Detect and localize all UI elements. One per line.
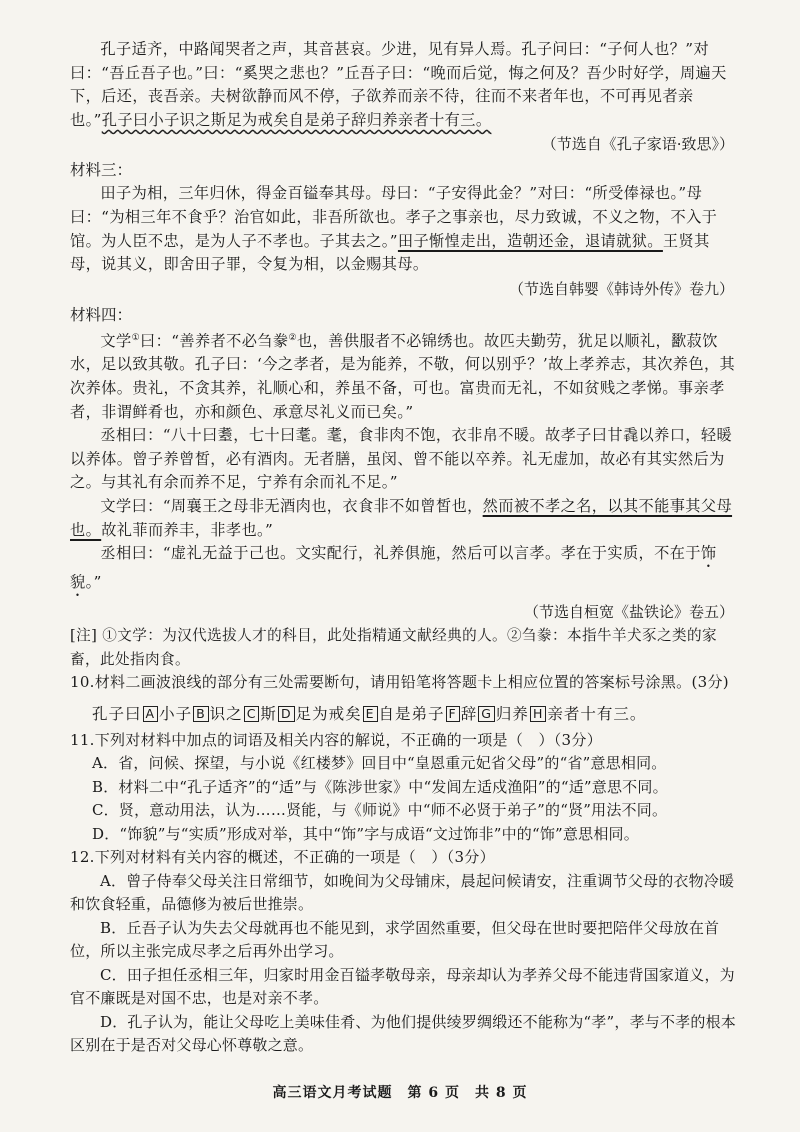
material-3-text	[70, 182, 740, 276]
material-4-heading: 材料四：	[70, 305, 133, 324]
answer-box-a[interactable]: A	[143, 706, 159, 722]
footnotes: [注] ①文学：为汉代选拔人才的科目，此处指精通文献经典的人。②刍豢：本指牛羊犬豕之类的家畜，此处指肉食。	[70, 627, 717, 668]
material-4-para-3	[70, 495, 740, 542]
seg-text: 亲者十有三。	[547, 704, 647, 723]
question-12-option-d[interactable]: D．孔子认为，能让父母吃上美味佳肴、为他们提供绫罗绸缎还不能称为“孝”，孝与不孝的根本区别在于是否对父母心怀尊敬之意。	[70, 1012, 736, 1055]
question-11-option-a[interactable]: A．省，问候、探望，与小说《红楼梦》回目中“皇恩重元妃省父母”的“省”意思相同。	[92, 754, 667, 773]
m4-p3b: 故礼菲而养丰，非孝也。”	[101, 520, 274, 539]
m4-p1a: 文学	[100, 331, 132, 350]
question-10-stem: 10.材料二画波浪线的部分有三处需要断句，请用铅笔将答题卡上相应位置的答案标号涂黑。(3分)	[70, 673, 729, 692]
question-12-option-c[interactable]: C．田子担任丞相三年，归家时用金百镒孝敬母亲，母亲却认为孝养父母不能违背国家道义，为官不廉既是对国不忠，也是对亲不孝。	[70, 965, 735, 1008]
dotted-word-shimao: 饰貌	[70, 544, 717, 592]
answer-box-e[interactable]: E	[363, 706, 378, 722]
answer-box-f[interactable]: F	[446, 706, 460, 722]
seg-text: 自是弟子	[378, 704, 445, 723]
material-4-source: （节选自桓宽《盐铁论》卷五）	[523, 603, 734, 622]
m4-p4b: 。”	[85, 573, 102, 592]
material-3-body-end: 王贤其母，说其义，即舍田子罪，令复为相，以金赐其母。	[70, 231, 710, 274]
question-10-segment-line	[92, 701, 740, 727]
answer-box-b[interactable]: B	[193, 706, 209, 722]
question-12-option-a[interactable]: A．曾子侍奉父母关注日常细节，如晚间为父母铺床，晨起问候请安，注重调节父母的衣物冷暖和饮食轻重，品德修为被后世推崇。	[70, 871, 735, 914]
seg-text: 孔子曰	[92, 704, 142, 723]
footnote-marker-2: ②	[288, 332, 297, 343]
answer-box-h[interactable]: H	[530, 706, 546, 722]
material-4-underlined: 然而被不孝之名，以其不能事其父母也。	[70, 496, 733, 539]
answer-box-d[interactable]: D	[278, 706, 295, 722]
m4-p1c: 也，善供服者不必锦绣也。故匹夫勤劳，犹足以顺礼，歠菽饮水，足以致其敬。孔子曰：‘今之孝者，是为能养，不敬，何以别乎？’故上孝养志，其次养色，其次养体。贵礼，不贪其养，礼顺心和，养虽不备，可也。富贵而无礼，不如贫贱之孝悌。事亲孝者，非谓鲜肴也，亦和颜色、承意尽礼义而已矣。”	[70, 331, 736, 421]
question-11-stem: 11.下列对材料中加点的词语及相关内容的解说，不正确的一项是（ ）（3分）	[70, 730, 603, 749]
material-4-para-4	[70, 542, 740, 600]
material-3-body: 田子为相，三年归休，得金百镒奉其母。母曰：“子安得此金？”对曰：“所受俸禄也。”母曰：“为相三年不食乎？治官如此，非吾所欲也。孝子之事亲也，尽力致诚，不义之物，不入于馆。为人臣不忠，是为人子不孝也。子其去之。”	[70, 184, 718, 250]
answer-box-g[interactable]: G	[478, 706, 495, 722]
question-11-option-b[interactable]: B．材料二中“孔子适齐”的“适”与《陈涉世家》中“发闾左适戍渔阳”的“适”意思不同。	[92, 777, 668, 796]
seg-text: 足为戒矣	[295, 704, 362, 723]
question-11-option-c[interactable]: C．贤，意动用法，认为……贤能，与《师说》中“师不必贤于弟子”的“贤”用法不同。	[92, 801, 668, 820]
page-footer: 高三语文月考试题 第 6 页 共 8 页	[272, 1085, 528, 1101]
material-2-source: （节选自《孔子家语·致思》）	[541, 135, 734, 154]
seg-text: 辞	[460, 704, 478, 723]
m4-p1b: 曰：“善养者不必刍豢	[140, 331, 289, 350]
m4-p4a: 丞相曰：“虚礼无益于己也。文实配行，礼养俱施，然后可以言孝。孝在于实质，不在于	[100, 544, 701, 563]
material-4-para-1	[70, 327, 740, 424]
seg-text: 斯	[260, 704, 277, 723]
material-3-underlined: 田子惭惶走出，造朝还金，退请就狱。	[397, 231, 663, 250]
question-11-option-d[interactable]: D．“饰貌”与“实质”形成对举，其中“饰”字与成语“文过饰非”中的“饰”意思相同。	[92, 824, 639, 843]
material-3-source: （节选自韩婴《韩诗外传》卷九）	[508, 279, 734, 298]
seg-text: 识之	[209, 704, 243, 723]
m4-p3a: 文学曰：“周襄王之母非无酒肉也，衣食非不如曾皙也，	[100, 496, 483, 515]
footnote-marker-1: ①	[131, 332, 141, 343]
material-2-wavy-line: 孔子曰小子识之斯足为戒矣自是弟子辞归养亲者十有三。	[101, 110, 492, 129]
material-4-para-2: 丞相曰：“八十曰耋，七十曰耄。耄，食非肉不饱，衣非帛不暖。故孝子曰甘毳以养口，轻暖以养体。曾子养曾皙，必有酒肉。无者膳，虽闵、曾不能以卒养。礼无虚加，故必有其实然后为之。与其礼有余而养不足，宁养有余而礼不足。”	[70, 426, 733, 492]
question-12-stem: 12.下列对材料有关内容的概述，不正确的一项是（ ）（3分）	[70, 848, 495, 867]
seg-text: 归养	[495, 704, 529, 723]
answer-box-c[interactable]: C	[244, 706, 260, 722]
material-3-heading: 材料三：	[70, 161, 133, 180]
material-2-text	[70, 38, 740, 132]
material-2-body: 孔子适齐，中路闻哭者之声，其音甚哀。少进，见有异人焉。孔子问曰：“子何人也？”对曰：“吾丘吾子也。”曰：“奚哭之悲也？”丘吾子曰：“晚而后觉，悔之何及？吾少时好学，周遍天下，后还，丧吾亲。夫树欲静而风不停，子欲养而亲不待，往而不来者年也，不可再见者亲也。”	[70, 40, 727, 129]
question-12-option-b[interactable]: B．丘吾子认为失去父母就再也不能见到，求学固然重要，但父母在世时要把陪伴父母放在首位，所以主张完成尽孝之后再外出学习。	[70, 918, 720, 961]
seg-text: 小子	[159, 704, 193, 723]
